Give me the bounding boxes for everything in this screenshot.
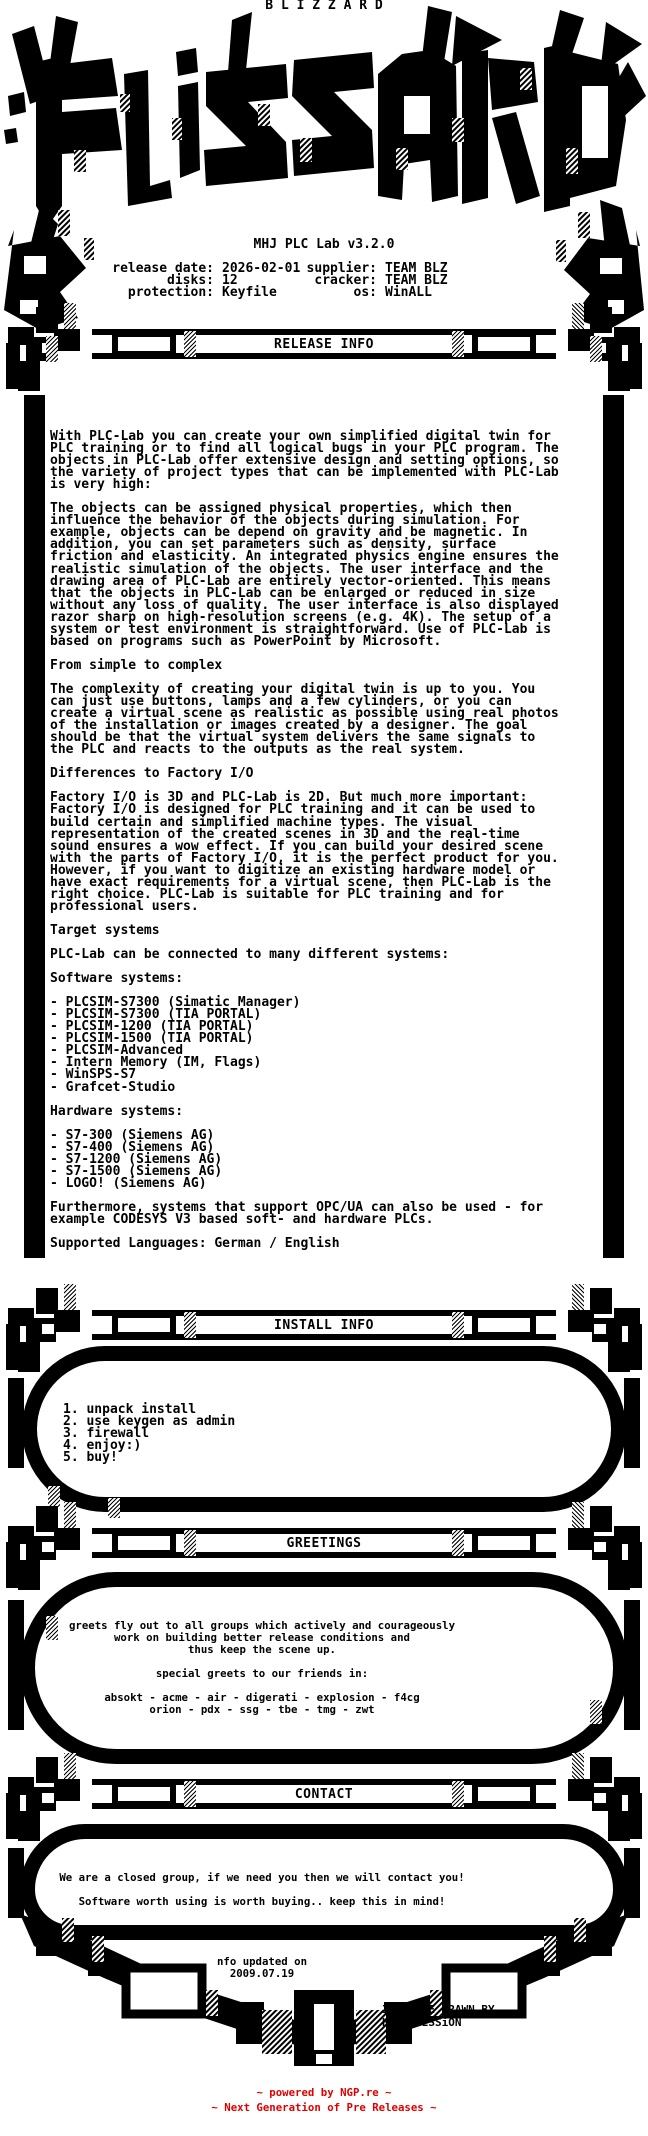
edge-bar xyxy=(8,1378,24,1468)
release-field-labels-right: supplier: cracker: os: xyxy=(306,261,377,301)
app-title: MHJ PLC Lab v3.2.0 xyxy=(253,237,395,252)
greetings-text: greets fly out to all groups which actively and courageously work on building better release conditions and thus keep the scene up. special greets to our friends in: absokt - acme - air - digerati - explosion - f4cg orion - pdx - ssg - tbe - tmg - zwt xyxy=(68,1619,456,1716)
hatch-accent xyxy=(452,1781,464,1807)
left-border-bar xyxy=(24,395,45,1258)
nfo-updated-date: 2009.07.19 xyxy=(229,1967,295,1980)
release-field-labels-left: release date: disks: protection: xyxy=(112,261,214,301)
release-field-values-right: TEAM BLZ TEAM BLZ WinALL xyxy=(385,261,448,301)
hatch-accent xyxy=(184,1781,196,1807)
chain-link xyxy=(472,331,536,357)
chain-link xyxy=(112,1781,176,1807)
greetings-banner xyxy=(0,1528,648,1558)
right-border-bar xyxy=(603,395,624,1258)
edge-bar xyxy=(624,1378,640,1468)
nfo-updated-label: nfo updated on xyxy=(216,1955,308,1968)
install-steps: 1. unpack install 2. use keygen as admin 3. firewall 4. enjoy:) 5. buy! xyxy=(63,1402,236,1466)
powered-by-line: ~ powered by NGP.re ~ xyxy=(256,2086,392,2099)
banner-title: RELEASE INFO xyxy=(98,335,550,353)
chain-link xyxy=(472,1312,536,1338)
infofile-credit-line1: INFOFILE DRAWN BY xyxy=(382,2003,495,2016)
hatch-accent xyxy=(452,1530,464,1556)
contact-text: We are a closed group, if we need you then we will contact you! Software worth using is worth buying.. keep this in mind! xyxy=(59,1871,465,1908)
chain-link xyxy=(472,1530,536,1556)
hatch-accent xyxy=(108,1498,120,1518)
hatch-accent xyxy=(184,1312,196,1338)
infofile-credit-line2: H7/ACCESSiON xyxy=(382,2016,462,2029)
release-field-values-left: 2026-02-01 12 Keyfile xyxy=(222,261,301,301)
banner-title: CONTACT xyxy=(98,1785,550,1803)
edge-bar xyxy=(624,1600,640,1730)
hatch-accent xyxy=(590,1700,602,1724)
tagline-line: ~ Next Generation of Pre Releases ~ xyxy=(211,2101,437,2114)
hatch-accent xyxy=(452,1312,464,1338)
hatch-accent xyxy=(184,331,196,357)
hatch-accent xyxy=(184,1530,196,1556)
install-info-banner xyxy=(0,1310,648,1340)
banner-title: INSTALL INFO xyxy=(98,1316,550,1334)
release-info-banner xyxy=(0,329,648,359)
hatch-accent xyxy=(46,336,58,362)
chain-link xyxy=(112,331,176,357)
chain-link xyxy=(472,1781,536,1807)
contact-banner xyxy=(0,1779,648,1809)
hatch-accent xyxy=(590,336,602,362)
chain-link xyxy=(112,1530,176,1556)
chain-link xyxy=(112,1312,176,1338)
banner-title: GREETINGS xyxy=(98,1534,550,1552)
release-notes: With PLC-Lab you can create your own simplified digital twin for PLC training or to find all logical bugs in your PLC program. The objects in PLC-Lab offer extensive design and setting options, so the variety of project types that can be implemented with PLC-Lab is very high: The objects can be assigned physical properties, which then influence the behavior of the objects during simulation. For example, objects can be depend on gravity and be magnetic. In addition, you can set parameters such as density, surface friction and elasticity. An integrated physics engine ensures the realistic simulation of the objects. The user interface and the drawing area of PLC-Lab are entirely vector-oriented. This means that the objects in PLC-Lab can be enlarged or reduced in size without any loss of quality. The user interface is also displayed razor sharp on high-resolution screens (e.g. 4K). The setup of a system or test environment is straightforward. Use of PLC-Lab is based on programs such as PowerPoint by Microsoft. From simple to complex The complexity of creating your digital twin is up to you. You can just use buttons, lamps and a few cylinders, or you can create a virtual scene as realistic as possible using real photos of the installation or images created by a designer. The goal should be that the virtual system delivers the same signals to the PLC and reacts to the outputs as the real system. Differences to Factory I/O Factory I/O is 3D and PLC-Lab is 2D. But much more important: Factory I/O is designed for PLC training and it can be used to build certain and simplified machine types. The visual representation of the created scenes in 3D and the real-time sound ensures a wow effect. If you can build your desired scene with the parts of Factory I/O, it is the perfect product for you. However, if you want to digitize an existing hardware model or have exact requirements for a virtual scene, then PLC-Lab is the right choice. PLC-Lab is suitable for PLC training and for professional users. Target systems PLC-Lab can be connected to many different systems: Software systems: - PLCSIM-S7300 (Simatic Manager) - PLCSIM-S7300 (TIA PORTAL) - PLCSIM-1200 (TIA PORTAL) - PLCSIM-1500 (TIA PORTAL) - PLCSIM-Advanced - Intern Memory (IM, Flags) - WinSPS-S7 - Grafcet-Studio Hardware systems: - S7-300 (Siemens AG) - S7-400 (Siemens AG) - S7-1200 (Siemens AG) - S7-1500 (Siemens AG) - LOGO! (Siemens AG) Furthermore, systems that support OPC/UA can also be used - for example CODESYS V3 based soft- and hardware PLCs. Supported Languages: German / English xyxy=(50,429,559,1252)
closing-v-art xyxy=(0,1906,648,2076)
blizzard-wordmark: B L I Z Z A R D xyxy=(265,0,383,13)
hatch-accent xyxy=(452,331,464,357)
